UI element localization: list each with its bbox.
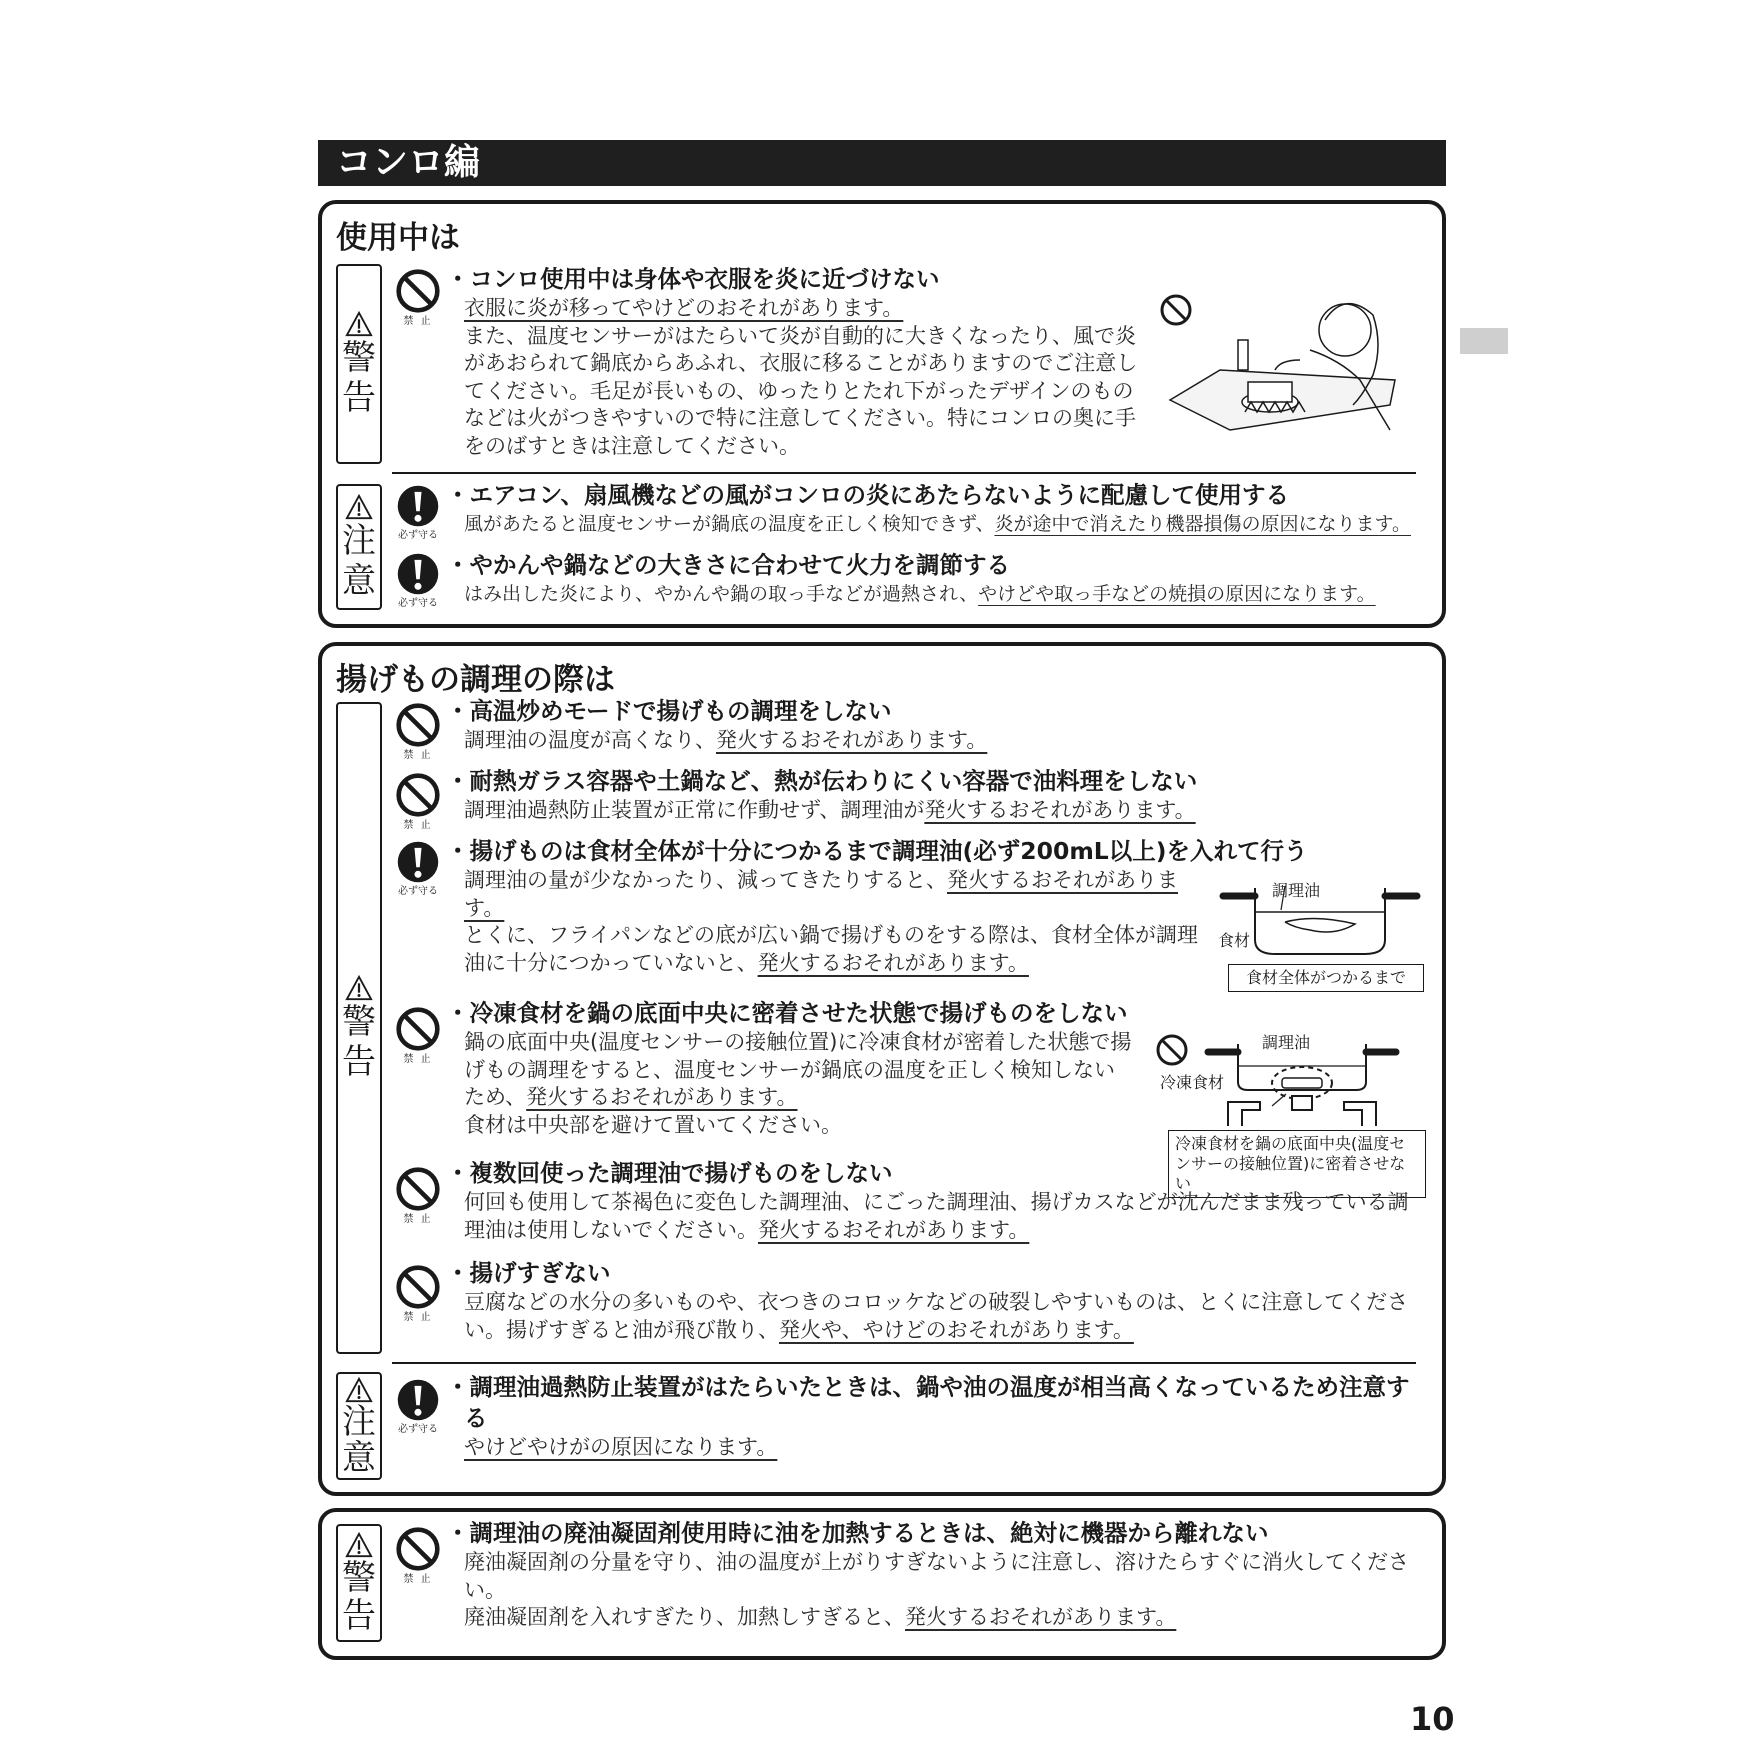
chapter-header: コンロ編 [318,140,1446,186]
stove-person-illustration [1160,290,1430,440]
warning-item: ・ 調理油の廃油凝固剤使用時に油を加熱するときは、絶対に機器から離れない 廃油凝固剤の分量を守り、油の温度が上がりすぎないように注意し、溶けたらすぐに消火してください。 廃油凝固剤を入れすぎたり、加熱しすぎると、発火するおそれがあります。 [464,1518,1424,1632]
prohibit-icon: 禁 止 [390,268,446,328]
mandatory-icon: 必ず守る [390,552,446,610]
prohibit-icon: 禁 止 [390,1526,446,1586]
food-label: 食材 [1218,931,1251,950]
figure-caption: 冷凍食材を鍋の底面中央(温度センサーの接触位置)に密着させない [1168,1130,1426,1198]
prohibit-icon: 禁 止 [390,702,446,762]
warning-item: ・ 揚げすぎない 豆腐などの水分の多いものや、衣つきのコロッケなどの破裂しやすいものは、とくに注意してください。揚げすぎると油が飛び散り、発火や、やけどのおそれがあります。 [464,1258,1424,1344]
warning-label: 警 告 [336,264,382,464]
oil-label: 調理油 [1272,881,1321,900]
warning-triangle-icon [345,1531,373,1559]
caution-item: ・ やかんや鍋などの大きさに合わせて火力を調節する はみ出した炎により、やかんや鍋の取っ手などが過熱され、やけどや取っ手などの焼損の原因になります。 [464,550,1424,609]
warning-triangle-icon [345,974,373,1002]
figure-caption: 食材全体がつかるまで [1228,964,1424,992]
mandatory-icon: 必ず守る [390,484,446,542]
warning-triangle-icon [345,1376,373,1404]
prohibit-icon: 禁 止 [390,1006,446,1066]
caution-label: 注 意 [336,1372,382,1480]
mandatory-icon: 必ず守る [390,1378,446,1436]
warning-item: ・ コンロ使用中は身体や衣服を炎に近づけない 衣服に炎が移ってやけどのおそれがあります。 また、温度センサーがはたらいて炎が自動的に大きくなったり、風で炎があおられて鍋底からあふれ、衣服に移ることがありますのでご注意してください。毛足が長いもの、ゆったりとたれ下がったデザインのものなどは火がつきやすいので特に注意してください。特にコンロの奥に手をのばすときは注意してください。 [464,264,1154,460]
caution-label: 注 意 [336,484,382,610]
section-title: 使用中は [336,220,460,256]
warning-item: ・ 高温炒めモードで揚げもの調理をしない 調理油の温度が高くなり、発火するおそれがあります。 [464,696,1424,755]
prohibit-icon: 禁 止 [390,1166,446,1226]
caution-item: ・ エアコン、扇風機などの風がコンロの炎にあたらないように配慮して使用する 風があたると温度センサーが鍋底の温度を正しく検知できず、炎が途中で消えたり機器損傷の原因になります。 [464,480,1424,539]
warning-item: ・ 揚げものは食材全体が十分につかるまで調理油(必ず200mL以上)を入れて行う 調理油の量が少なかったり、減ってきたりすると、発火するおそれがあります。 とくに、フライパンなどの底が広い鍋で揚げものをする際は、食材全体が調理油に十分につかっていないと、発火するおそれがあります。 [464,836,1204,977]
prohibit-icon: 禁 止 [390,772,446,832]
side-index-tab [1460,328,1508,354]
warning-label: 警 告 [336,1524,382,1642]
warning-item: ・ 冷凍食材を鍋の底面中央に密着させた状態で揚げものをしない 鍋の底面中央(温度センサーの接触位置)に冷凍食材が密着した状態で揚げもの調理をすると、温度センサーが鍋底の温度を正しく検知しないため、発火するおそれがあります。 食材は中央部を避けて置いてください。 [464,998,1134,1139]
caution-item: ・ 調理油過熱防止装置がはたらいたときは、鍋や油の温度が相当高くなっているため注意する やけどやけがの原因になります。 [464,1372,1414,1462]
warning-triangle-icon [345,310,373,338]
mandatory-icon: 必ず守る [390,840,446,898]
oil-label: 調理油 [1262,1033,1311,1052]
warning-triangle-icon [345,493,373,521]
page-number: 10 [1410,1700,1455,1738]
frozen-food-label: 冷凍食材 [1160,1073,1225,1092]
warning-label: 警 告 [336,702,382,1354]
warning-item: ・ 複数回使った調理油で揚げものをしない 何回も使用して茶褐色に変色した調理油、にごった調理油、揚げカスなどが沈んだまま残っている調理油は使用しないでください。発火するおそれがあります。 [464,1158,1424,1244]
warning-item: ・ 耐熱ガラス容器や土鍋など、熱が伝わりにくい容器で油料理をしない 調理油過熱防止装置が正常に作動せず、調理油が発火するおそれがあります。 [464,766,1424,825]
divider [392,472,1416,474]
divider [392,1362,1416,1364]
section-title: 揚げもの調理の際は [336,662,615,698]
prohibit-icon: 禁 止 [390,1264,446,1324]
